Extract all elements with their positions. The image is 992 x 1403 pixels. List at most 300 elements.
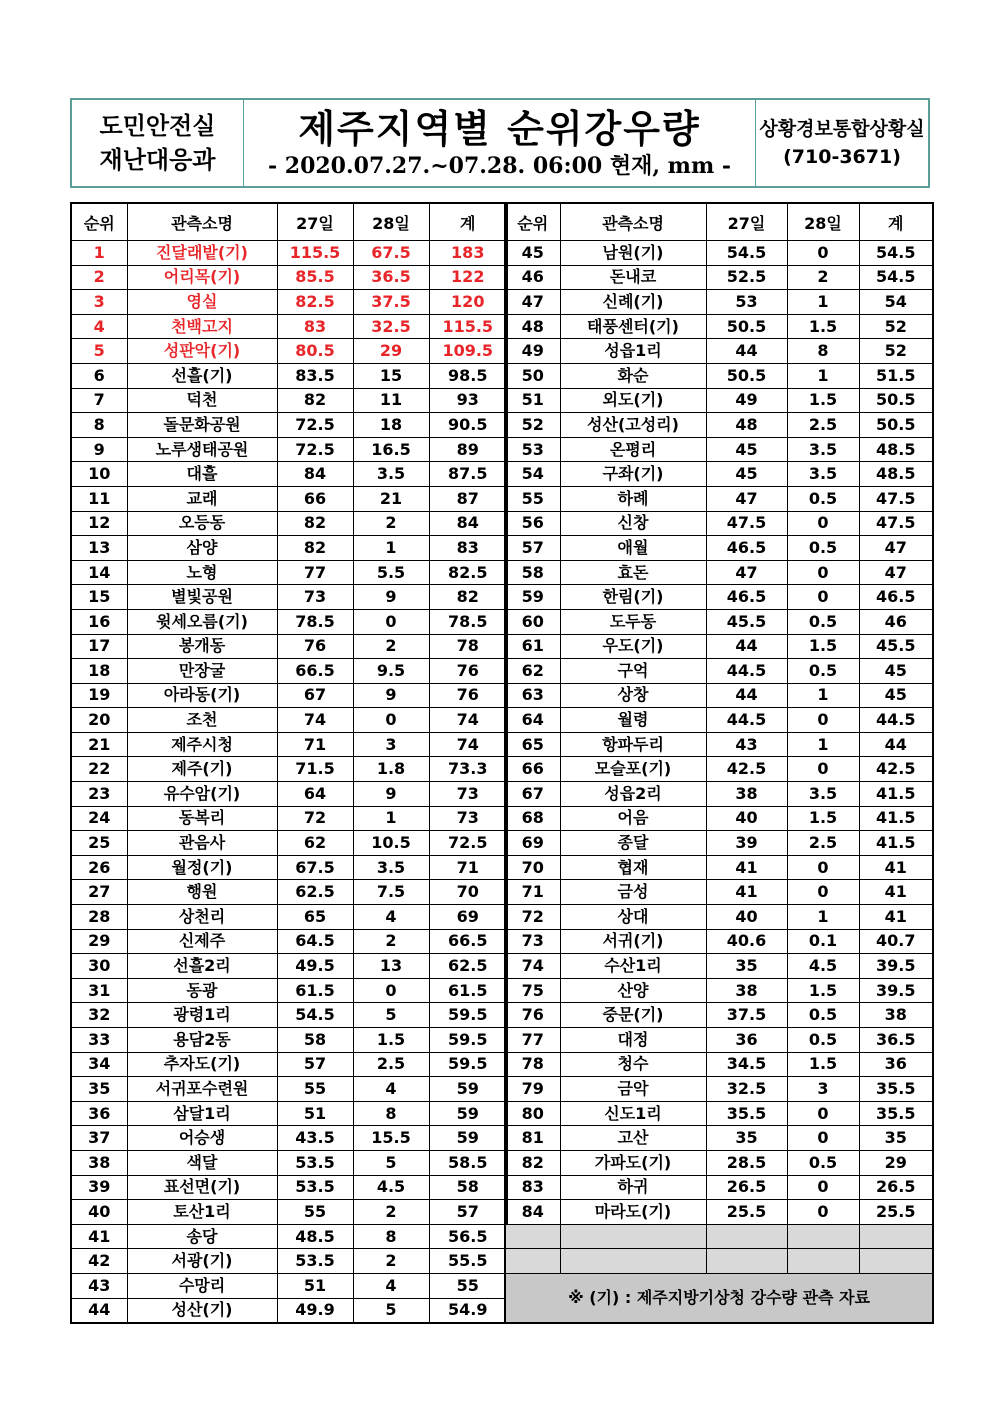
- cell-total: 51.5: [859, 363, 933, 388]
- cell-day27: 32.5: [706, 1077, 787, 1102]
- table-row: [505, 929, 933, 954]
- cell-total: 76: [429, 683, 507, 708]
- cell-total: 57: [429, 1200, 507, 1225]
- cell-station: 효돈: [560, 560, 706, 585]
- cell-station: 애월: [560, 536, 706, 561]
- report-header: [70, 98, 930, 188]
- cell-day27: 51: [277, 1273, 353, 1298]
- cell-total: 87: [429, 486, 507, 511]
- cell-rank: 63: [505, 683, 560, 708]
- contact-block: [756, 100, 928, 186]
- cell-day28: 32.5: [353, 314, 429, 339]
- table-row: [505, 437, 933, 462]
- cell-station: 태풍센터(기): [560, 314, 706, 339]
- cell-day27: 49.9: [277, 1298, 353, 1323]
- cell-total: 71: [429, 855, 507, 880]
- cell-total: 29: [859, 1150, 933, 1175]
- cell-day27: 45: [706, 437, 787, 462]
- cell-rank: 2: [71, 265, 127, 290]
- table-header-row: [505, 203, 933, 241]
- empty-cell: [505, 1249, 560, 1274]
- cell-station: 상대: [560, 905, 706, 930]
- cell-station: 상천리: [127, 905, 277, 930]
- cell-total: 59: [429, 1101, 507, 1126]
- table-row: [505, 905, 933, 930]
- table-header-row: [71, 203, 507, 241]
- cell-total: 109.5: [429, 339, 507, 364]
- cell-rank: 39: [71, 1175, 127, 1200]
- cell-day28: 1.5: [787, 314, 859, 339]
- col-rank: 순위: [505, 203, 560, 241]
- table-row: [505, 265, 933, 290]
- cell-rank: 8: [71, 413, 127, 438]
- cell-day27: 57: [277, 1052, 353, 1077]
- cell-rank: 6: [71, 363, 127, 388]
- cell-day28: 8: [787, 339, 859, 364]
- cell-day27: 83.5: [277, 363, 353, 388]
- cell-rank: 5: [71, 339, 127, 364]
- cell-day27: 73: [277, 585, 353, 610]
- cell-day28: 0: [787, 880, 859, 905]
- cell-station: 상창: [560, 683, 706, 708]
- cell-total: 61.5: [429, 978, 507, 1003]
- cell-station: 동복리: [127, 806, 277, 831]
- cell-station: 신창: [560, 511, 706, 536]
- table-row: [71, 806, 507, 831]
- cell-day28: 1.5: [787, 978, 859, 1003]
- cell-rank: 30: [71, 954, 127, 979]
- cell-day28: 0.5: [787, 609, 859, 634]
- cell-total: 98.5: [429, 363, 507, 388]
- cell-station: 돌문화공원: [127, 413, 277, 438]
- rainfall-table-left: [70, 202, 508, 1324]
- cell-day27: 64.5: [277, 929, 353, 954]
- cell-station: 행원: [127, 880, 277, 905]
- cell-station: 성판악(기): [127, 339, 277, 364]
- cell-total: 48.5: [859, 437, 933, 462]
- cell-total: 58.5: [429, 1150, 507, 1175]
- cell-station: 청수: [560, 1052, 706, 1077]
- cell-day27: 36: [706, 1028, 787, 1053]
- cell-station: 구좌(기): [560, 462, 706, 487]
- cell-total: 66.5: [429, 929, 507, 954]
- cell-day27: 66.5: [277, 659, 353, 684]
- table-row: [505, 536, 933, 561]
- cell-day28: 8: [353, 1101, 429, 1126]
- cell-rank: 45: [505, 241, 560, 266]
- cell-rank: 65: [505, 732, 560, 757]
- cell-rank: 52: [505, 413, 560, 438]
- cell-station: 도두동: [560, 609, 706, 634]
- cell-rank: 69: [505, 831, 560, 856]
- table-row: [71, 1150, 507, 1175]
- cell-day27: 49: [706, 388, 787, 413]
- table-row: [505, 388, 933, 413]
- cell-station: 색달: [127, 1150, 277, 1175]
- table-row: [71, 1028, 507, 1053]
- cell-day28: 9: [353, 585, 429, 610]
- cell-day28: 7.5: [353, 880, 429, 905]
- cell-rank: 62: [505, 659, 560, 684]
- cell-day28: 2: [353, 1249, 429, 1274]
- cell-rank: 50: [505, 363, 560, 388]
- cell-total: 41.5: [859, 782, 933, 807]
- cell-total: 50.5: [859, 388, 933, 413]
- cell-station: 고산: [560, 1126, 706, 1151]
- cell-total: 82: [429, 585, 507, 610]
- cell-day28: 0.5: [787, 659, 859, 684]
- cell-station: 송당: [127, 1224, 277, 1249]
- table-row: [505, 1126, 933, 1151]
- cell-station: 신제주: [127, 929, 277, 954]
- table-row: [505, 609, 933, 634]
- cell-station: 천백고지: [127, 314, 277, 339]
- cell-total: 183: [429, 241, 507, 266]
- cell-rank: 7: [71, 388, 127, 413]
- cell-station: 중문(기): [560, 1003, 706, 1028]
- cell-day27: 82: [277, 511, 353, 536]
- cell-station: 항파두리: [560, 732, 706, 757]
- table-row: [505, 585, 933, 610]
- cell-rank: 44: [71, 1298, 127, 1323]
- empty-cell: [560, 1249, 706, 1274]
- cell-rank: 13: [71, 536, 127, 561]
- cell-station: 용담2동: [127, 1028, 277, 1053]
- cell-day27: 44: [706, 339, 787, 364]
- cell-day28: 3: [787, 1077, 859, 1102]
- cell-rank: 80: [505, 1101, 560, 1126]
- cell-station: 돈내코: [560, 265, 706, 290]
- cell-rank: 19: [71, 683, 127, 708]
- table-body-right: [505, 241, 933, 1323]
- cell-rank: 16: [71, 609, 127, 634]
- cell-day28: 2.5: [787, 831, 859, 856]
- cell-day27: 26.5: [706, 1175, 787, 1200]
- cell-station: 노형: [127, 560, 277, 585]
- cell-rank: 34: [71, 1052, 127, 1077]
- table-row: [505, 757, 933, 782]
- cell-day27: 35: [706, 954, 787, 979]
- cell-day27: 67.5: [277, 855, 353, 880]
- source-note: ※ (기) : 제주지방기상청 강수량 관측 자료: [505, 1273, 933, 1323]
- cell-day28: 29: [353, 339, 429, 364]
- cell-day27: 40.6: [706, 929, 787, 954]
- cell-day28: 4: [353, 1273, 429, 1298]
- cell-day27: 53: [706, 290, 787, 315]
- cell-day27: 77: [277, 560, 353, 585]
- cell-station: 제주(기): [127, 757, 277, 782]
- cell-rank: 48: [505, 314, 560, 339]
- cell-total: 47.5: [859, 511, 933, 536]
- cell-station: 금성: [560, 880, 706, 905]
- cell-rank: 58: [505, 560, 560, 585]
- cell-station: 월령: [560, 708, 706, 733]
- cell-day27: 54.5: [706, 241, 787, 266]
- cell-day27: 72: [277, 806, 353, 831]
- cell-rank: 42: [71, 1249, 127, 1274]
- cell-total: 84: [429, 511, 507, 536]
- cell-total: 76: [429, 659, 507, 684]
- table-row: [71, 954, 507, 979]
- cell-day28: 2: [353, 1200, 429, 1225]
- cell-total: 73.3: [429, 757, 507, 782]
- col-day27: 27일: [706, 203, 787, 241]
- cell-day27: 40: [706, 806, 787, 831]
- cell-total: 55.5: [429, 1249, 507, 1274]
- cell-day28: 4.5: [353, 1175, 429, 1200]
- cell-total: 54.5: [859, 265, 933, 290]
- division-name: 재난대응과: [99, 146, 216, 174]
- table-row: [505, 241, 933, 266]
- cell-total: 35: [859, 1126, 933, 1151]
- cell-total: 89: [429, 437, 507, 462]
- cell-day28: 18: [353, 413, 429, 438]
- cell-station: 영실: [127, 290, 277, 315]
- cell-rank: 55: [505, 486, 560, 511]
- cell-rank: 22: [71, 757, 127, 782]
- cell-day27: 62.5: [277, 880, 353, 905]
- cell-station: 제주시청: [127, 732, 277, 757]
- cell-rank: 66: [505, 757, 560, 782]
- cell-station: 외도(기): [560, 388, 706, 413]
- cell-day27: 55: [277, 1077, 353, 1102]
- cell-rank: 60: [505, 609, 560, 634]
- table-row: [505, 732, 933, 757]
- cell-total: 45.5: [859, 634, 933, 659]
- cell-station: 선흘(기): [127, 363, 277, 388]
- cell-rank: 74: [505, 954, 560, 979]
- cell-day28: 15: [353, 363, 429, 388]
- cell-rank: 24: [71, 806, 127, 831]
- table-row: [505, 1150, 933, 1175]
- cell-day27: 42.5: [706, 757, 787, 782]
- cell-day28: 3.5: [787, 437, 859, 462]
- cell-rank: 33: [71, 1028, 127, 1053]
- cell-total: 35.5: [859, 1077, 933, 1102]
- cell-day28: 3.5: [353, 462, 429, 487]
- cell-total: 46.5: [859, 585, 933, 610]
- table-row: [71, 511, 507, 536]
- cell-rank: 70: [505, 855, 560, 880]
- cell-station: 수산1리: [560, 954, 706, 979]
- cell-day27: 47.5: [706, 511, 787, 536]
- cell-day28: 11: [353, 388, 429, 413]
- table-row: [71, 413, 507, 438]
- table-row: [71, 978, 507, 1003]
- cell-station: 만장굴: [127, 659, 277, 684]
- cell-day27: 64: [277, 782, 353, 807]
- cell-total: 39.5: [859, 978, 933, 1003]
- cell-day28: 0: [787, 757, 859, 782]
- table-row: [71, 1200, 507, 1225]
- cell-rank: 77: [505, 1028, 560, 1053]
- table-row: [71, 265, 507, 290]
- table-row: [505, 314, 933, 339]
- cell-total: 59.5: [429, 1052, 507, 1077]
- cell-station: 구억: [560, 659, 706, 684]
- cell-station: 가파도(기): [560, 1150, 706, 1175]
- cell-total: 52: [859, 314, 933, 339]
- cell-day28: 1: [787, 290, 859, 315]
- table-row: [505, 880, 933, 905]
- table-row: [71, 1298, 507, 1323]
- cell-station: 월정(기): [127, 855, 277, 880]
- empty-cell: [787, 1224, 859, 1249]
- cell-total: 47.5: [859, 486, 933, 511]
- cell-day27: 53.5: [277, 1249, 353, 1274]
- table-row: [505, 1052, 933, 1077]
- cell-station: 서귀(기): [560, 929, 706, 954]
- cell-station: 어리목(기): [127, 265, 277, 290]
- cell-station: 대흘: [127, 462, 277, 487]
- cell-rank: 27: [71, 880, 127, 905]
- cell-rank: 59: [505, 585, 560, 610]
- cell-day28: 1.5: [787, 806, 859, 831]
- cell-day27: 83: [277, 314, 353, 339]
- title-block: [244, 100, 756, 186]
- cell-station: 덕천: [127, 388, 277, 413]
- cell-total: 41.5: [859, 806, 933, 831]
- empty-cell: [505, 1224, 560, 1249]
- cell-day27: 72.5: [277, 437, 353, 462]
- cell-rank: 35: [71, 1077, 127, 1102]
- table-row: [505, 782, 933, 807]
- cell-day28: 3.5: [787, 782, 859, 807]
- cell-total: 55: [429, 1273, 507, 1298]
- col-rank: 순위: [71, 203, 127, 241]
- cell-day27: 47: [706, 486, 787, 511]
- cell-station: 선흘2리: [127, 954, 277, 979]
- table-row: [71, 1175, 507, 1200]
- cell-total: 38: [859, 1003, 933, 1028]
- table-row: [505, 806, 933, 831]
- cell-day28: 67.5: [353, 241, 429, 266]
- table-row: [505, 1101, 933, 1126]
- cell-day28: 5.5: [353, 560, 429, 585]
- cell-day27: 45: [706, 462, 787, 487]
- cell-total: 41: [859, 855, 933, 880]
- cell-station: 노루생태공원: [127, 437, 277, 462]
- cell-rank: 29: [71, 929, 127, 954]
- cell-total: 78: [429, 634, 507, 659]
- cell-day27: 49.5: [277, 954, 353, 979]
- cell-day27: 76: [277, 634, 353, 659]
- cell-total: 59: [429, 1126, 507, 1151]
- cell-rank: 53: [505, 437, 560, 462]
- cell-day28: 0: [787, 560, 859, 585]
- cell-rank: 72: [505, 905, 560, 930]
- cell-total: 93: [429, 388, 507, 413]
- cell-station: 수망리: [127, 1273, 277, 1298]
- cell-day28: 0.5: [787, 1150, 859, 1175]
- cell-total: 41: [859, 905, 933, 930]
- cell-day28: 9.5: [353, 659, 429, 684]
- table-row: [505, 413, 933, 438]
- cell-total: 82.5: [429, 560, 507, 585]
- cell-day27: 46.5: [706, 536, 787, 561]
- cell-day27: 38: [706, 782, 787, 807]
- cell-day28: 36.5: [353, 265, 429, 290]
- table-row: [505, 954, 933, 979]
- cell-day28: 1: [353, 536, 429, 561]
- cell-rank: 83: [505, 1175, 560, 1200]
- table-row: [71, 339, 507, 364]
- cell-day28: 0.5: [787, 1028, 859, 1053]
- cell-day28: 0: [353, 609, 429, 634]
- cell-total: 58: [429, 1175, 507, 1200]
- cell-total: 115.5: [429, 314, 507, 339]
- cell-day28: 2.5: [787, 413, 859, 438]
- cell-day27: 50.5: [706, 314, 787, 339]
- cell-station: 오등동: [127, 511, 277, 536]
- table-row: [505, 462, 933, 487]
- table-row: [71, 1052, 507, 1077]
- cell-total: 40.7: [859, 929, 933, 954]
- cell-rank: 78: [505, 1052, 560, 1077]
- cell-rank: 38: [71, 1150, 127, 1175]
- office-name: 상황경보통합상황실: [759, 118, 925, 140]
- table-row: [71, 609, 507, 634]
- cell-total: 44.5: [859, 708, 933, 733]
- cell-day27: 46.5: [706, 585, 787, 610]
- cell-day27: 28.5: [706, 1150, 787, 1175]
- cell-day27: 74: [277, 708, 353, 733]
- cell-day27: 39: [706, 831, 787, 856]
- cell-station: 관음사: [127, 831, 277, 856]
- cell-day28: 0: [787, 1101, 859, 1126]
- cell-day28: 1.5: [787, 388, 859, 413]
- col-day28: 28일: [353, 203, 429, 241]
- cell-day28: 0: [353, 978, 429, 1003]
- cell-day28: 3.5: [787, 462, 859, 487]
- cell-rank: 28: [71, 905, 127, 930]
- cell-rank: 10: [71, 462, 127, 487]
- cell-rank: 37: [71, 1126, 127, 1151]
- cell-station: 표선면(기): [127, 1175, 277, 1200]
- cell-total: 90.5: [429, 413, 507, 438]
- cell-station: 하례: [560, 486, 706, 511]
- cell-day28: 15.5: [353, 1126, 429, 1151]
- cell-total: 42.5: [859, 757, 933, 782]
- cell-total: 35.5: [859, 1101, 933, 1126]
- cell-day27: 82: [277, 536, 353, 561]
- table-row: [71, 536, 507, 561]
- col-total: 계: [429, 203, 507, 241]
- cell-station: 어승생: [127, 1126, 277, 1151]
- cell-rank: 36: [71, 1101, 127, 1126]
- table-row: [505, 1003, 933, 1028]
- cell-day28: 1.5: [353, 1028, 429, 1053]
- cell-day27: 25.5: [706, 1200, 787, 1225]
- cell-station: 광령1리: [127, 1003, 277, 1028]
- cell-day28: 5: [353, 1003, 429, 1028]
- cell-total: 48.5: [859, 462, 933, 487]
- cell-day28: 21: [353, 486, 429, 511]
- cell-day28: 0.1: [787, 929, 859, 954]
- table-row: [71, 363, 507, 388]
- cell-total: 78.5: [429, 609, 507, 634]
- cell-day28: 8: [353, 1224, 429, 1249]
- cell-station: 우도(기): [560, 634, 706, 659]
- table-row: [71, 855, 507, 880]
- empty-cell: [706, 1224, 787, 1249]
- cell-total: 62.5: [429, 954, 507, 979]
- cell-rank: 14: [71, 560, 127, 585]
- cell-rank: 82: [505, 1150, 560, 1175]
- cell-total: 120: [429, 290, 507, 315]
- cell-day28: 0.5: [787, 536, 859, 561]
- table-row: [71, 1003, 507, 1028]
